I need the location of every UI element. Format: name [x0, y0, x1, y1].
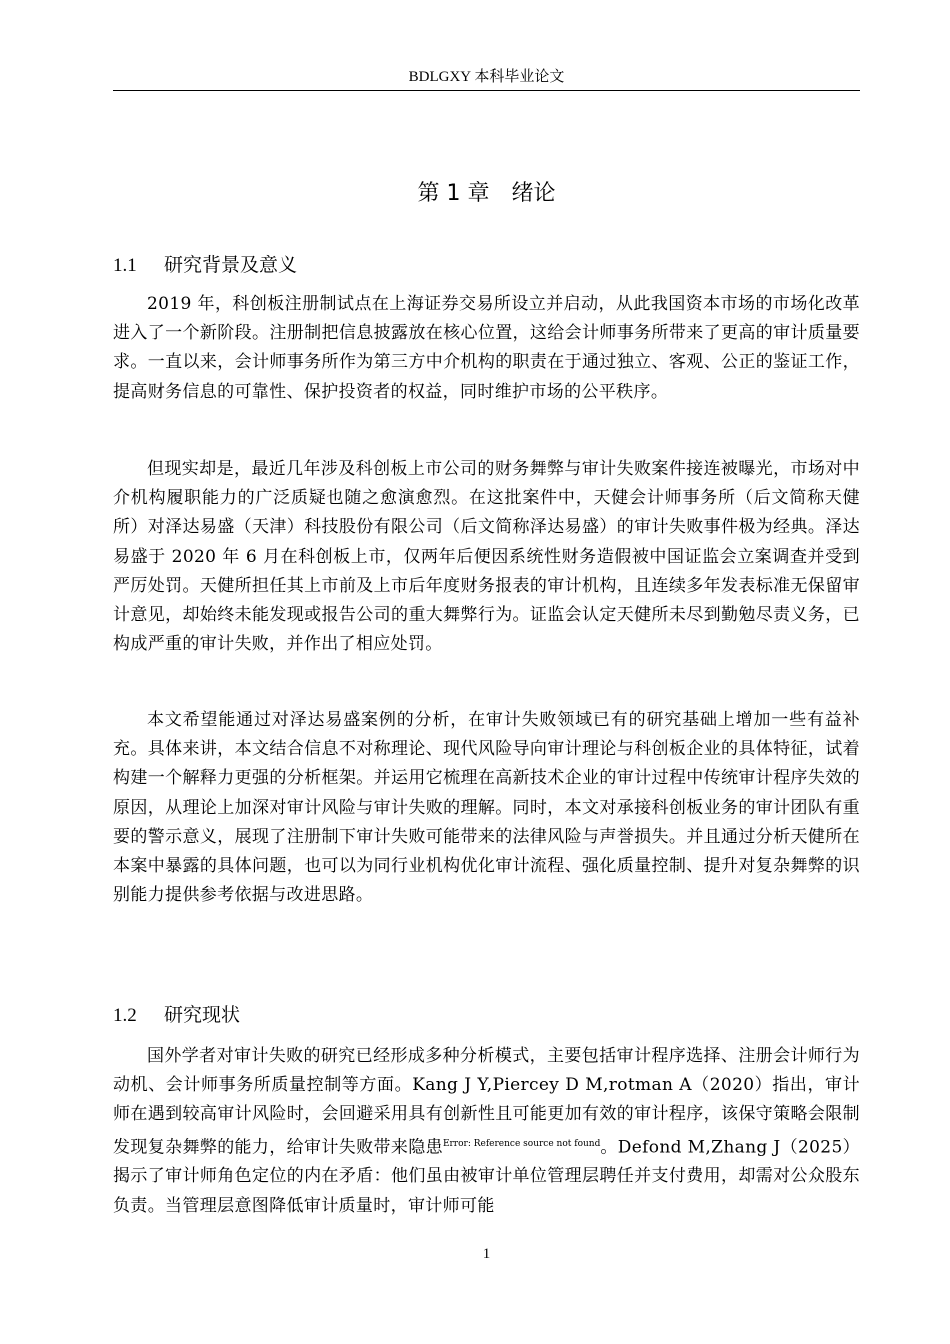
section-title: 研究背景及意义	[164, 254, 298, 276]
section-number: 1.2	[113, 1005, 137, 1026]
section-heading-1-1	[113, 251, 860, 280]
paragraph-4-text: 国外学者对审计失败的研究已经形成多种分析模式，主要包括审计程序选择、注册会计师行为动机、会计师事务所质量控制等方面。Kang J Y,Piercey D M,rotman A（2020）指出，审计师在遇到较高审计风险时，会回避采用具有创新性且可能更加有效的审计程序，该保守策略会限制发现复杂舞弊的能力，给审计失败带来隐患	[113, 1046, 860, 1158]
paragraph-1: 2019 年，科创板注册制试点在上海证券交易所设立并启动，从此我国资本市场的市场化改革进入了一个新阶段。注册制把信息披露放在核心位置，这给会计师事务所带来了更高的审计质量要求。一直以来，会计师事务所作为第三方中介机构的职责在于通过独立、客观、公正的鉴证工作，提高财务信息的可靠性、保护投资者的权益，同时维护市场的公平秩序。	[113, 294, 860, 402]
section-heading-1-2	[113, 1001, 860, 1030]
paragraph-2: 但现实却是，最近几年涉及科创板上市公司的财务舞弊与审计失败案件接连被曝光，市场对中介机构履职能力的广泛质疑也随之愈演愈烈。在这批案件中，天健会计师事务所（后文简称天健所）对泽达易盛（天津）科技股份有限公司（后文简称泽达易盛）的审计失败事件极为经典。泽达易盛于 2020 年 6 月在科创板上市，仅两年后便因系统性财务造假被中国证监会立案调查并受到严厉处罚。天健所担任其上市前及上市后年度财务报表的审计机构，且连续多年发表标准无保留审计意见，却始终未能发现或报告公司的重大舞弊行为。证监会认定天健所未尽到勤勉尽责义务，已构成严重的审计失败，并作出了相应处罚。	[113, 459, 860, 655]
header-rule	[113, 90, 860, 91]
paragraph-3: 本文希望能通过对泽达易盛案例的分析，在审计失败领域已有的研究基础上增加一些有益补充。具体来讲，本文结合信息不对称理论、现代风险导向审计理论与科创板企业的具体特征，试着构建一个解释力更强的分析框架。并运用它梳理在高新技术企业的审计过程中传统审计程序失效的原因，从理论上加深对审计风险与审计失败的理解。同时，本文对承接科创板业务的审计团队有重要的警示意义，展现了注册制下审计失败可能带来的法律风险与声誉损失。并且通过分析天健所在本案中暴露的具体问题，也可以为同行业机构优化审计流程、强化质量控制、提升对复杂舞弊的识别能力提供参考依据与改进思路。	[113, 710, 860, 906]
page-number: 1	[482, 1246, 491, 1262]
section-title: 研究现状	[164, 1004, 241, 1026]
page-header: BDLGXY 本科毕业论文	[408, 69, 565, 85]
paragraph-4-continued: 。Defond M,Zhang J（2025）揭示了审计师角色定位的内在矛盾：他们虽由被审计单位管理层聘任并支付费用，却需对公众股东负责。当管理层意图降低审计质量时，审计师可能	[113, 1137, 860, 1216]
section-number: 1.1	[113, 255, 137, 276]
reference-error-note: Error: Reference source not found	[442, 1138, 601, 1149]
chapter-title: 第 1 章 绪论	[417, 181, 556, 206]
paragraph-4	[113, 1042, 860, 1221]
